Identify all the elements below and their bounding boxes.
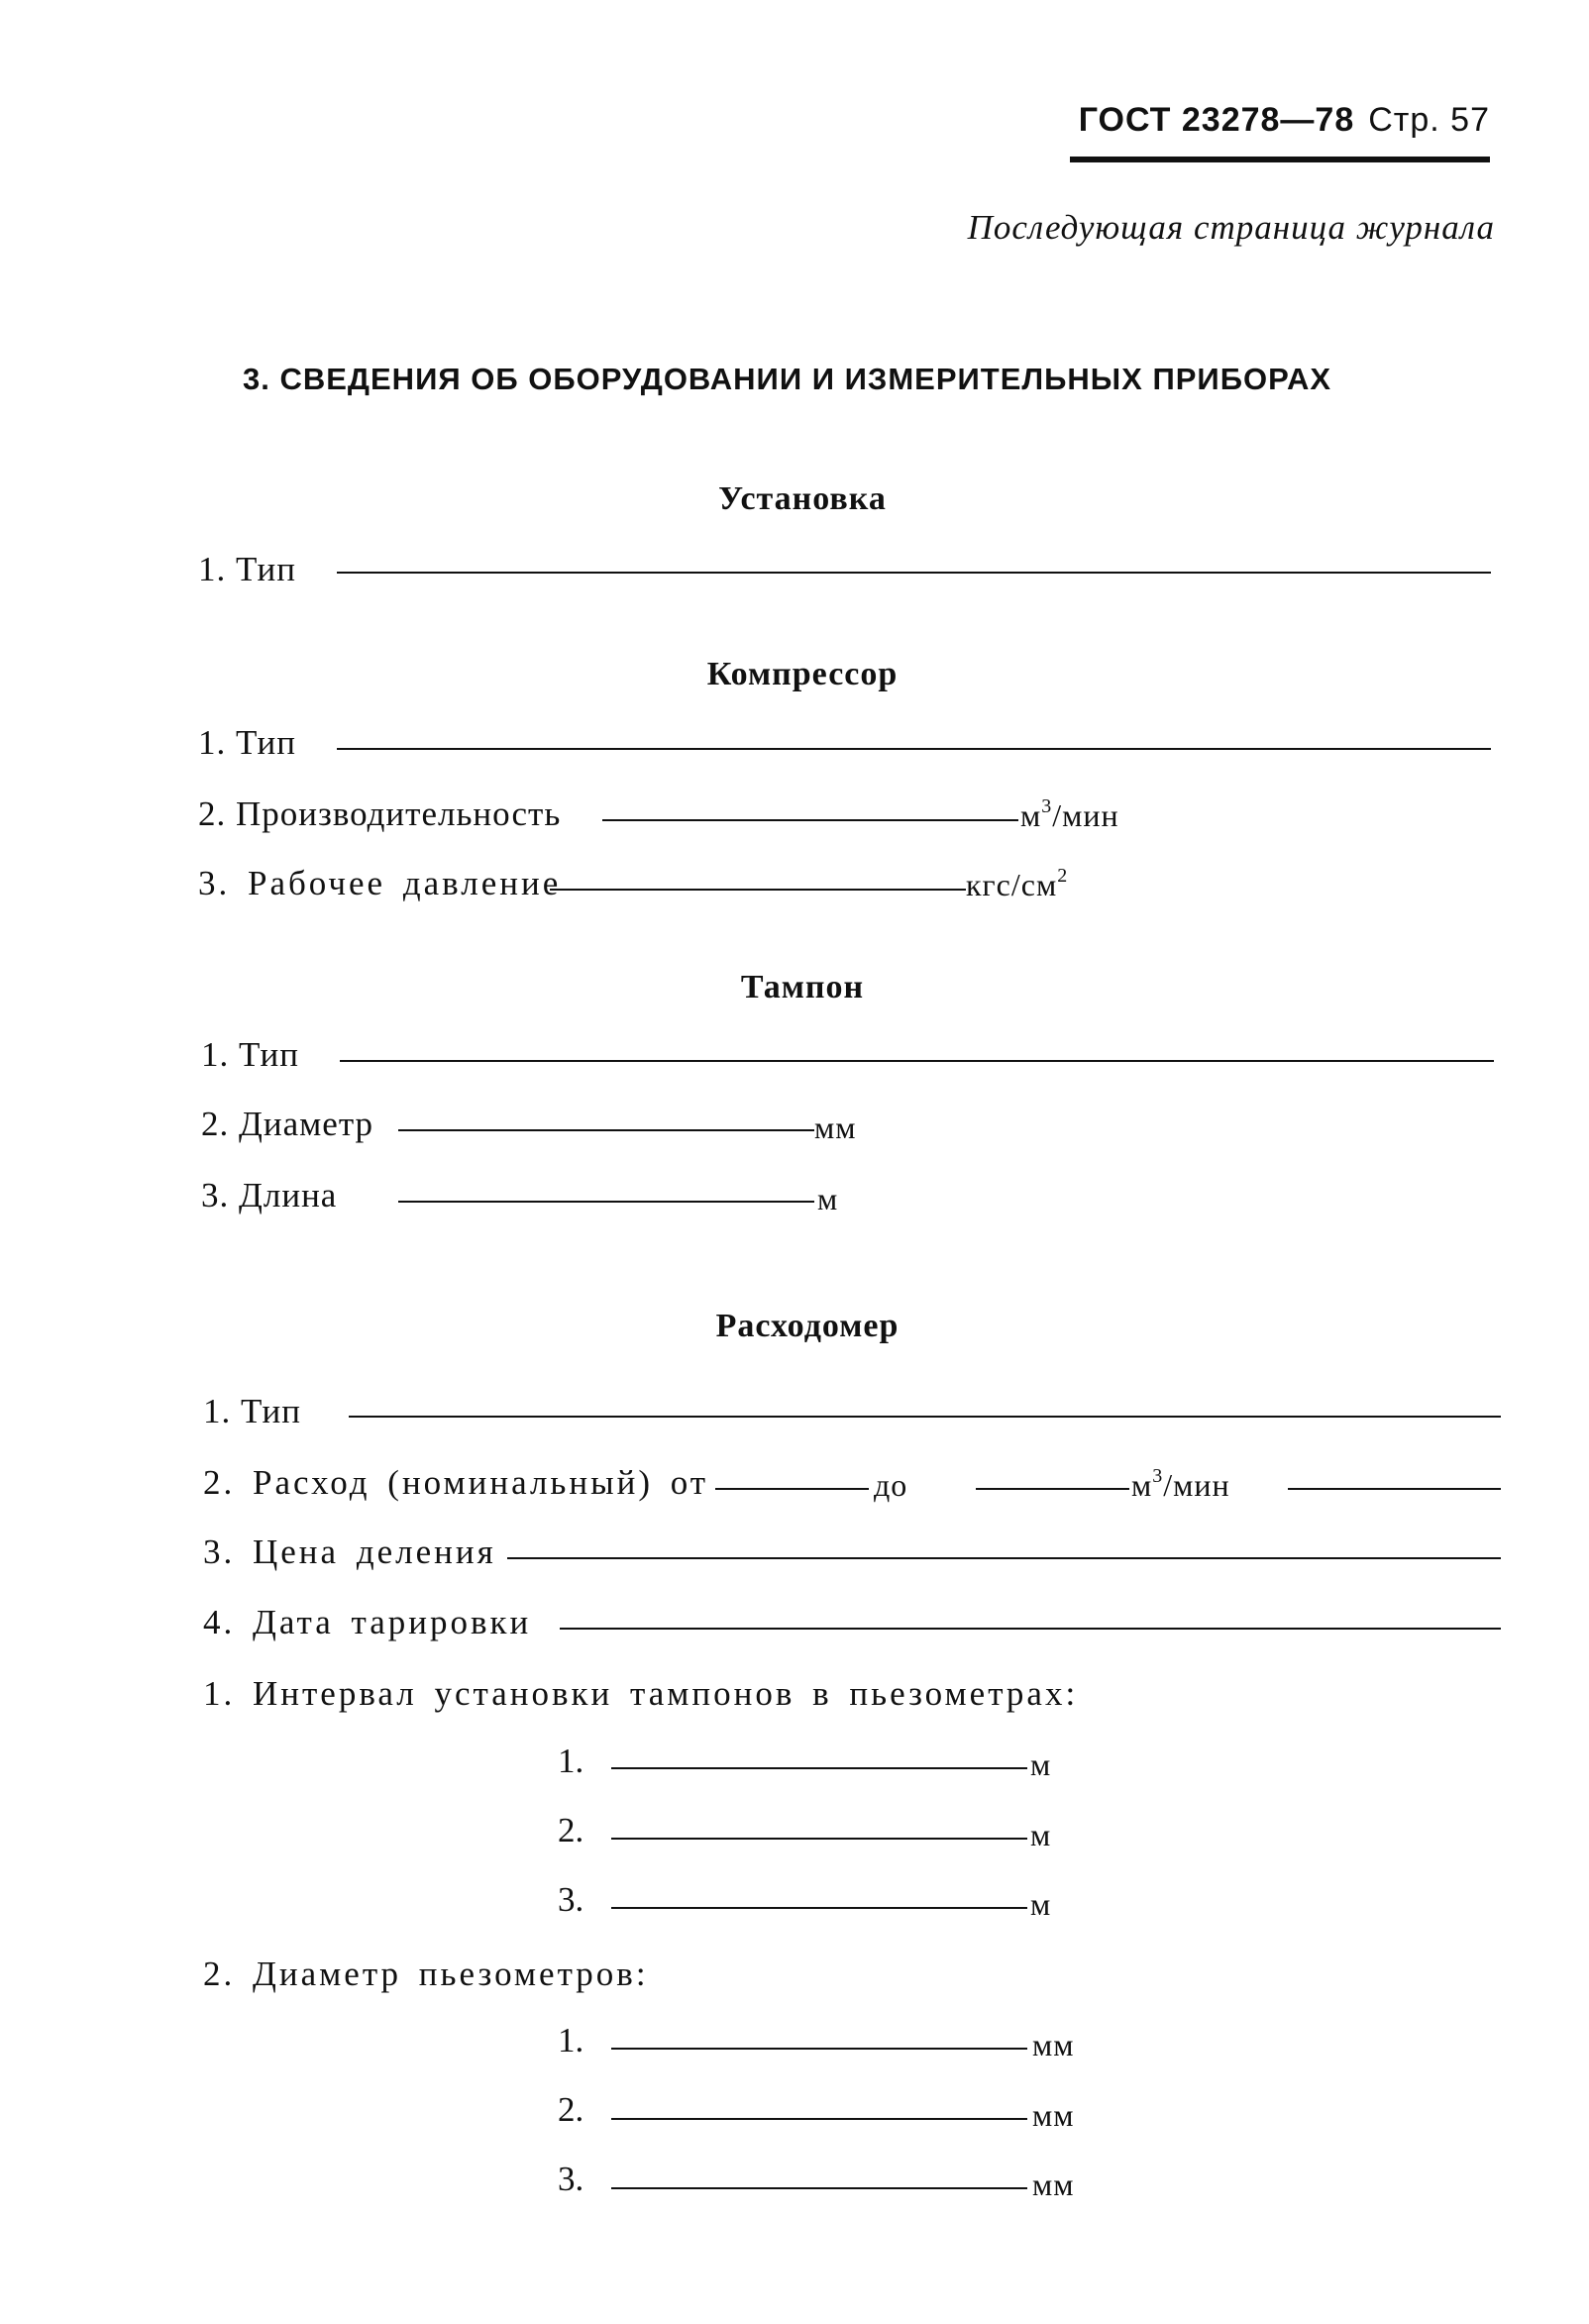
flowmeter-type-label: 1. Тип <box>203 1392 301 1430</box>
compressor-capacity-field[interactable] <box>602 819 1018 821</box>
diameter-row-2-unit: мм <box>1032 2097 1075 2133</box>
page-subheading: Последующая страница журнала <box>967 208 1495 247</box>
interval-row-3-field[interactable] <box>611 1907 1027 1909</box>
flowmeter-type-field[interactable] <box>349 1416 1501 1418</box>
flowmeter-calibration-field[interactable] <box>560 1628 1501 1630</box>
installation-title: Установка <box>718 480 887 517</box>
page-header <box>1070 101 1490 162</box>
packer-length-label: 3. Длина <box>201 1176 338 1215</box>
diameter-row-3-unit: мм <box>1032 2166 1075 2202</box>
interval-row-1-field[interactable] <box>611 1767 1027 1769</box>
interval-row-3-unit: м <box>1030 1886 1052 1922</box>
diameter-row-1-field[interactable] <box>611 2048 1027 2050</box>
flowmeter-flow-to-field[interactable] <box>976 1488 1129 1490</box>
diameter-row-1-num: 1. <box>558 2021 584 2060</box>
flowmeter-calibration-label: 4. Дата тарировки <box>203 1603 532 1641</box>
flowmeter-title: Расходомер <box>715 1308 900 1344</box>
piezometer-diameter-label: 2. Диаметр пьезометров: <box>203 1954 649 1993</box>
packer-length-field[interactable] <box>398 1201 814 1203</box>
flowmeter-flow-unit: $м^3$/мин <box>1131 1465 1230 1503</box>
piezometer-interval-label: 1. Интервал установки тампонов в пьезометрах: <box>203 1674 1079 1713</box>
flowmeter-flow-extra-field[interactable] <box>1288 1488 1501 1490</box>
section-title: 3. СВЕДЕНИЯ ОБ ОБОРУДОВАНИИ И ИЗМЕРИТЕЛЬНЫХ ПРИБОРАХ <box>243 362 1332 396</box>
flowmeter-division-field[interactable] <box>507 1557 1501 1559</box>
interval-row-1-unit: м <box>1030 1746 1052 1782</box>
diameter-row-2-field[interactable] <box>611 2118 1027 2120</box>
packer-type-label: 1. Тип <box>201 1035 299 1074</box>
flowmeter-flow-from-field[interactable] <box>715 1488 869 1490</box>
diameter-row-2-num: 2. <box>558 2090 584 2129</box>
packer-diameter-field[interactable] <box>398 1129 814 1131</box>
diameter-row-1-unit: мм <box>1032 2027 1075 2062</box>
interval-row-1-num: 1. <box>558 1742 584 1780</box>
compressor-capacity-label: 2. Производительность <box>198 794 562 833</box>
compressor-capacity-unit: $м^3$/мин <box>1020 795 1119 833</box>
flowmeter-flow-label: 2. Расход (номинальный) от <box>203 1463 709 1502</box>
interval-row-3-num: 3. <box>558 1880 584 1919</box>
compressor-pressure-field[interactable] <box>550 889 966 891</box>
packer-title: Тампон <box>740 969 865 1005</box>
flowmeter-flow-to-label: до <box>874 1467 908 1503</box>
packer-diameter-unit: мм <box>814 1109 857 1145</box>
packer-type-field[interactable] <box>340 1060 1494 1062</box>
interval-row-2-field[interactable] <box>611 1838 1027 1840</box>
diameter-row-3-num: 3. <box>558 2160 584 2198</box>
interval-row-2-num: 2. <box>558 1811 584 1849</box>
compressor-type-field[interactable] <box>337 748 1491 750</box>
installation-type-field[interactable] <box>337 572 1491 574</box>
compressor-title: Компрессор <box>706 656 899 692</box>
compressor-pressure-label: 3. Рабочее давление <box>198 864 562 902</box>
flowmeter-division-label: 3. Цена деления <box>203 1532 496 1571</box>
packer-diameter-label: 2. Диаметр <box>201 1105 374 1143</box>
compressor-type-label: 1. Тип <box>198 723 296 762</box>
packer-length-unit: м <box>817 1181 839 1216</box>
compressor-pressure-unit: кгс/$см^2$ <box>966 865 1069 902</box>
diameter-row-3-field[interactable] <box>611 2187 1027 2189</box>
page-number: Стр. 57 <box>1368 101 1490 139</box>
installation-type-label: 1. Тип <box>198 550 296 588</box>
standard-number: ГОСТ 23278—78 <box>1078 101 1355 139</box>
interval-row-2-unit: м <box>1030 1817 1052 1852</box>
